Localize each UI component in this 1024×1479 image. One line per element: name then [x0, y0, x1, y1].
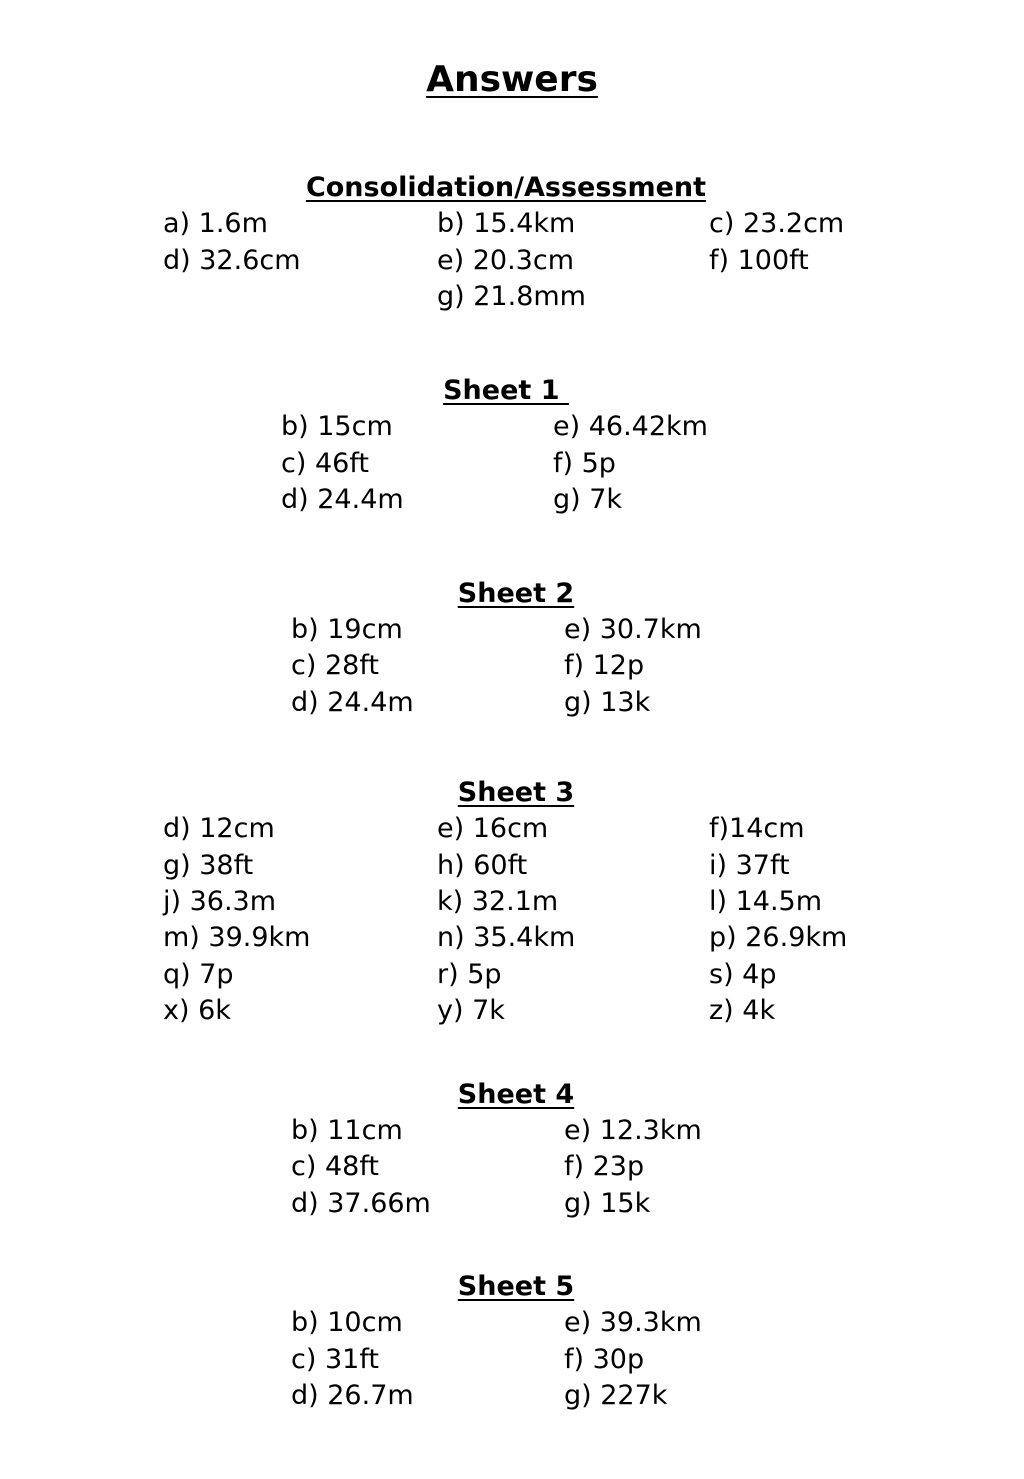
answer-item: f) 100ft [709, 245, 809, 276]
answer-item: b) 15cm [281, 411, 393, 442]
answer-item: e) 46.42km [553, 411, 708, 442]
answer-item: c) 46ft [281, 448, 369, 479]
answer-item: b) 10cm [291, 1307, 403, 1338]
section-heading-sheet-5: Sheet 5 [457, 1271, 575, 1302]
answer-item: a) 1.6m [163, 208, 268, 239]
answer-item: f) 5p [553, 448, 616, 479]
section-heading-sheet-3: Sheet 3 [457, 777, 575, 808]
answer-item: b) 11cm [291, 1115, 403, 1146]
answer-item: l) 14.5m [709, 886, 823, 917]
page-title: Answers [426, 59, 598, 100]
answer-item: d) 26.7m [291, 1380, 414, 1411]
answer-item: f)14cm [709, 813, 805, 844]
answer-item: s) 4p [709, 959, 777, 990]
answer-item: f) 23p [564, 1151, 645, 1182]
answer-item: r) 5p [437, 959, 502, 990]
answer-item: d) 37.66m [291, 1188, 431, 1219]
answer-item: g) 21.8mm [437, 281, 586, 312]
answer-item: c) 48ft [291, 1151, 379, 1182]
answer-item: g) 7k [553, 484, 623, 515]
answer-item: b) 19cm [291, 614, 403, 645]
answer-item: c) 31ft [291, 1344, 379, 1375]
answer-item: j) 36.3m [163, 886, 277, 917]
answer-item: e) 30.7km [564, 614, 702, 645]
answer-item: z) 4k [709, 995, 776, 1026]
answer-item: d) 12cm [163, 813, 275, 844]
answer-item: e) 12.3km [564, 1115, 702, 1146]
answer-item: x) 6k [163, 995, 231, 1026]
section-heading-consolidation: Consolidation/Assessment [305, 172, 707, 203]
answer-item: m) 39.9km [163, 922, 311, 953]
answer-item: b) 15.4km [437, 208, 576, 239]
answer-item: q) 7p [163, 959, 234, 990]
answer-item: g) 13k [564, 687, 651, 718]
section-heading-sheet-2: Sheet 2 [457, 578, 575, 609]
answer-item: d) 24.4m [281, 484, 404, 515]
answer-item: f) 12p [564, 650, 645, 681]
answer-item: e) 39.3km [564, 1307, 702, 1338]
answer-item: c) 28ft [291, 650, 379, 681]
answer-item: d) 32.6cm [163, 245, 301, 276]
answer-item: g) 38ft [163, 850, 254, 881]
answer-item: i) 37ft [709, 850, 790, 881]
section-heading-sheet-1: Sheet 1 [443, 375, 569, 406]
answer-item: e) 20.3cm [437, 245, 574, 276]
section-heading-sheet-4: Sheet 4 [457, 1079, 575, 1110]
answer-item: g) 15k [564, 1188, 651, 1219]
answer-item: k) 32.1m [437, 886, 559, 917]
answer-item: g) 227k [564, 1380, 668, 1411]
answer-item: c) 23.2cm [709, 208, 845, 239]
answer-item: d) 24.4m [291, 687, 414, 718]
answer-item: h) 60ft [437, 850, 528, 881]
answer-item: y) 7k [437, 995, 505, 1026]
answer-item: f) 30p [564, 1344, 645, 1375]
answer-item: n) 35.4km [437, 922, 576, 953]
answer-item: p) 26.9km [709, 922, 848, 953]
answer-item: e) 16cm [437, 813, 549, 844]
